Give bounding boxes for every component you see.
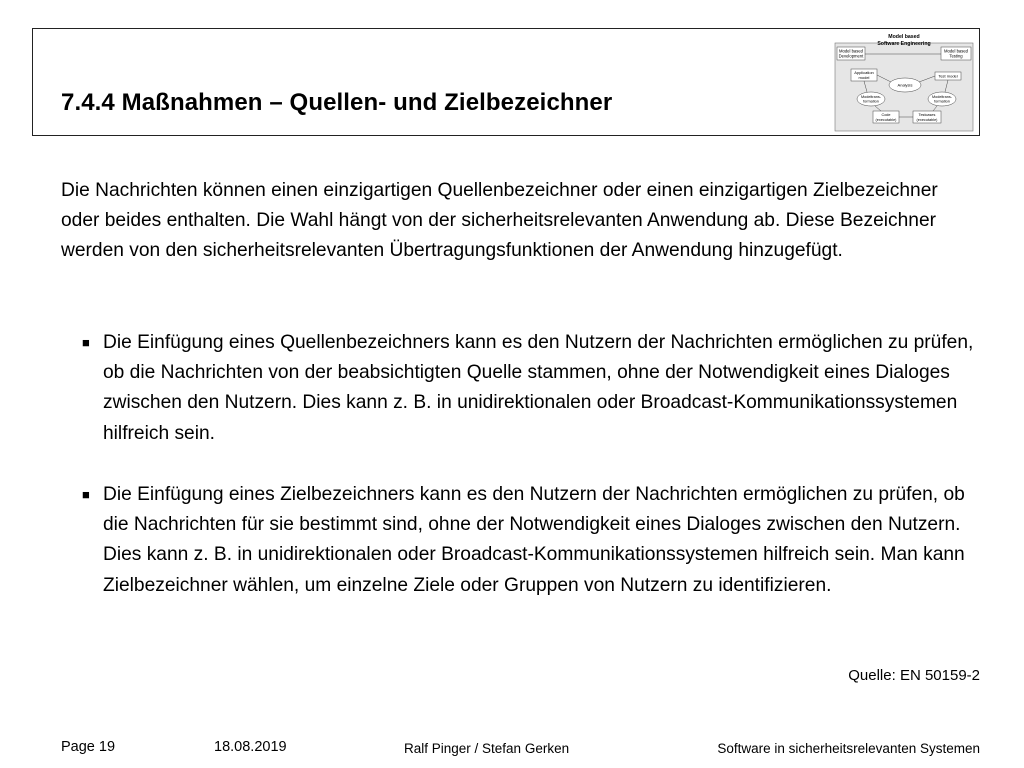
- bullet-item: [82, 328, 983, 449]
- diagram-test-line1: Model based: [944, 48, 968, 54]
- diagram-analysis: Analysis: [897, 82, 913, 88]
- diagram-mt-right-line2: formation: [934, 99, 950, 104]
- source-citation: Quelle: EN 50159-2: [848, 667, 980, 684]
- diagram-header-line2: Software Engineering: [877, 41, 931, 47]
- diagram-code-line1: Code: [881, 113, 891, 117]
- diagram-code-line2: (executable): [875, 118, 897, 122]
- diagram-tc-line2: (executable): [916, 118, 938, 122]
- diagram-dev-line1: Model based: [839, 48, 863, 54]
- diagram-tc-line1: Testcases: [918, 113, 936, 117]
- footer-date: 18.08.2019: [214, 739, 287, 755]
- footer-course-title: Software in sicherheitsrelevanten Systemen: [717, 741, 980, 756]
- diagram-mt-left-line2: formation: [863, 99, 879, 104]
- diagram-mt-left-line1: Modeltrans-: [860, 95, 882, 99]
- bullet-item: [82, 480, 983, 601]
- diagram-app-line2: model: [858, 75, 870, 80]
- diagram-app-line1: Application: [854, 70, 874, 75]
- footer-authors: Ralf Pinger / Stefan Gerken: [404, 741, 570, 756]
- slide-title: 7.4.4 Maßnahmen – Quellen- und Zielbezeichner: [61, 89, 613, 116]
- square-bullet-icon: ■: [82, 487, 90, 502]
- diagram-dev-line2: Development: [838, 53, 864, 59]
- footer-page-number: Page 19: [61, 739, 116, 755]
- mbse-diagram-logo: [829, 29, 979, 135]
- diagram-test-line2: Testing: [949, 53, 963, 59]
- title-box: [32, 28, 980, 136]
- square-bullet-icon: ■: [82, 335, 90, 350]
- bullet-text: Die Einfügung eines Quellenbezeichners kann es den Nutzern der Nachrichten ermöglichen zu prüfen, ob die Nachrichten von der beabsichtigten Quelle stammen, ohne der Notwendigkeit eines Dialoges zwischen den Nutzern. Dies kann z. B. in unidirektionalen oder Broadcast-Kommunikationssystemen hilfreich sein.: [103, 332, 974, 444]
- diagram-header-line1: Model based: [888, 34, 920, 40]
- diagram-mt-right-line1: Modeltrans-: [931, 95, 953, 99]
- intro-paragraph: Die Nachrichten können einen einzigartigen Quellenbezeichner oder einen einzigartigen Zielbezeichner oder beides enthalten. Die Wahl hängt von der sicherheitsrelevanten Anwendung ab. Diese Bezeichner werden von den sicherheitsrelevanten Übertragungsfunktionen der Anwendung hinzugefügt.: [61, 180, 938, 262]
- diagram-testmodel: Test model: [938, 73, 958, 79]
- bullet-text: Die Einfügung eines Zielbezeichners kann es den Nutzern der Nachrichten ermöglichen zu prüfen, ob die Nachrichten für sie bestimmt sind, ohne der Notwendigkeit eines Dialoges zwischen den Nutzern. Dies kann z. B. in unidirektionalen oder Broadcast-Kommunikationssystemen hilfreich sein. Man kann Zielbezeichner wählen, um einzelne Ziele oder Gruppen von Nutzern zu identifizieren.: [103, 484, 965, 596]
